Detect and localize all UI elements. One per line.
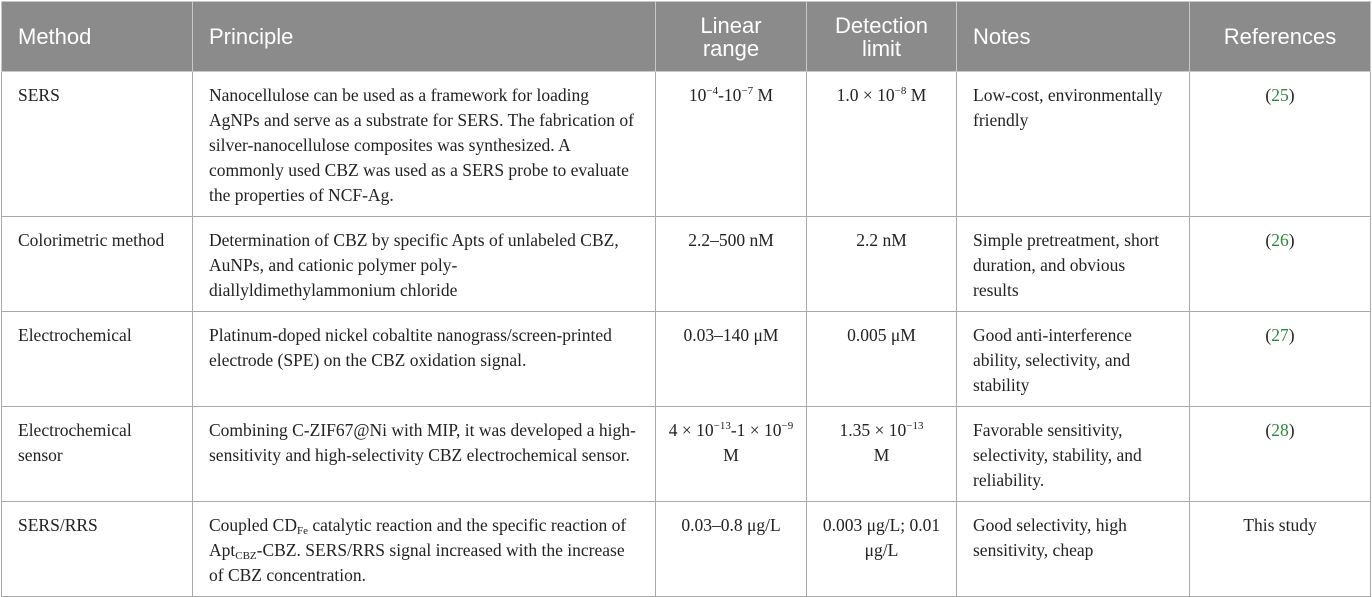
cell-notes: Favorable sensitivity, selectivity, stability, and reliability. [957,407,1190,502]
linear-mid: -10 [718,85,742,105]
cell-linear-range [656,72,807,217]
header-linear-range-line2: range [702,35,760,61]
cell-method: SERS/RRS [2,502,193,597]
linear-exp: −4 [706,85,719,97]
cell-linear-range: 0.03–0.8 μg/L [656,502,807,597]
cell-method: Electrochemical [2,312,193,407]
cell-reference: (26) [1190,217,1371,312]
cell-method: SERS [2,72,193,217]
principle-text: catalytic reaction and the specific reaction of Apt [209,515,627,560]
linear-exp: −13 [713,420,731,432]
header-principle: Principle [193,2,656,72]
linear-exp2: −7 [741,85,754,97]
header-row [2,2,1371,72]
cell-reference: (25) [1190,72,1371,217]
table-row [2,312,1371,407]
header-references: References [1190,2,1371,72]
header-linear-range [656,2,807,72]
detection-exp: −8 [894,85,907,97]
cell-principle: Determination of CBZ by specific Apts of unlabeled CBZ, AuNPs, and cationic polymer poly-diallyldimethylammonium chloride [193,217,656,312]
table-row [2,407,1371,502]
detection-unit: M [873,445,890,465]
principle-subscript: CBZ [235,550,257,562]
detection-base: 1.0 × 10 [836,85,895,105]
cell-detection-limit [807,72,957,217]
table-row [2,217,1371,312]
cell-method: Electrochemical sensor [2,407,193,502]
cell-linear-range: 2.2–500 nM [656,217,807,312]
reference-link[interactable]: 25 [1271,85,1289,105]
cell-principle: Platinum-doped nickel cobaltite nanograss/screen-printed electrode (SPE) on the CBZ oxidation signal. [193,312,656,407]
reference-link[interactable]: 26 [1271,230,1289,250]
linear-unit: M [753,85,774,105]
principle-text: Coupled CD [209,515,297,535]
comparison-table [1,1,1371,597]
cell-principle: Nanocellulose can be used as a framework for loading AgNPs and serve as a substrate for SERS. The fabrication of silver-nanocellulose composites was synthesized. A commonly used CBZ was used as a SERS probe to evaluate the properties of NCF-Ag. [193,72,656,217]
linear-base: 4 × 10 [668,420,714,440]
cell-notes: Good selectivity, high sensitivity, cheap [957,502,1190,597]
cell-detection-limit: 2.2 nM [807,217,957,312]
cell-detection-limit: 0.003 μg/L; 0.01 μg/L [807,502,957,597]
detection-base: 1.35 × 10 [839,420,907,440]
table-row [2,502,1371,597]
linear-mid: -1 × 10 [730,420,782,440]
header-detection-limit [807,2,957,72]
reference-link[interactable]: 28 [1271,420,1289,440]
cell-reference: (28) [1190,407,1371,502]
cell-notes: Good anti-interference ability, selectivity, and stability [957,312,1190,407]
reference-link[interactable]: 27 [1271,325,1289,345]
linear-unit: M [723,445,739,465]
cell-detection-limit [807,407,957,502]
cell-linear-range [656,407,807,502]
cell-principle: Combining C-ZIF67@Ni with MIP, it was developed a high-sensitivity and high-selectivity CBZ electrochemical sensor. [193,407,656,502]
linear-exp2: −9 [781,420,794,432]
cell-reference: This study [1190,502,1371,597]
cell-principle [193,502,656,597]
cell-method: Colorimetric method [2,217,193,312]
header-notes: Notes [957,2,1190,72]
linear-base: 10 [688,85,707,105]
header-linear-range-line1: Linear [700,12,762,38]
principle-subscript: Fe [297,525,308,537]
cell-notes: Simple pretreatment, short duration, and obvious results [957,217,1190,312]
header-method: Method [2,2,193,72]
cell-detection-limit: 0.005 μM [807,312,957,407]
header-detection-limit-line2: limit [861,35,902,61]
principle-text: -CBZ. SERS/RRS signal increased with the increase of CBZ concentration. [209,540,625,585]
header-detection-limit-line1: Detection [835,12,928,38]
cell-notes: Low-cost, environmentally friendly [957,72,1190,217]
cell-reference: (27) [1190,312,1371,407]
detection-unit: M [906,85,927,105]
cell-linear-range: 0.03–140 μM [656,312,807,407]
detection-exp: −13 [906,420,924,432]
table-row [2,72,1371,217]
